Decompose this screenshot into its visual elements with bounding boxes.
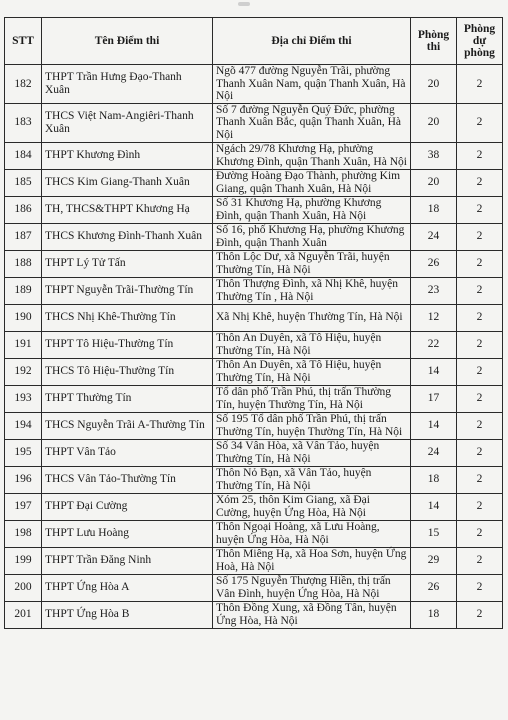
table-row (5, 493, 503, 520)
row-reserve-rooms: 2 (457, 331, 503, 358)
row-site-name: THPT Ứng Hòa B (42, 601, 213, 628)
row-site-address: Thôn An Duyên, xã Tô Hiệu, huyện Thường Tín, Hà Nội (213, 358, 411, 385)
row-reserve-rooms: 2 (457, 142, 503, 169)
row-exam-rooms: 26 (411, 250, 457, 277)
row-reserve-rooms: 2 (457, 277, 503, 304)
row-site-name: THPT Trần Hưng Đạo-Thanh Xuân (42, 65, 213, 104)
row-site-name: THCS Việt Nam-Angiêri-Thanh Xuân (42, 103, 213, 142)
row-stt: 196 (5, 466, 42, 493)
row-reserve-rooms: 2 (457, 493, 503, 520)
row-site-address: Thôn Đồng Xung, xã Đồng Tân, huyện Ứng Hòa, Hà Nội (213, 601, 411, 628)
row-exam-rooms: 18 (411, 196, 457, 223)
table-row (5, 65, 503, 104)
table-row (5, 574, 503, 601)
row-site-address: Đường Hoàng Đạo Thành, phường Kim Giang, quận Thanh Xuân, Hà Nội (213, 169, 411, 196)
row-exam-rooms: 12 (411, 304, 457, 331)
table-row (5, 223, 503, 250)
row-site-address: Số 195 Tổ dân phố Trần Phú, thị trấn Thường Tín, huyện Thường Tín, Hà Nội (213, 412, 411, 439)
row-exam-rooms: 15 (411, 520, 457, 547)
row-site-name: THCS Tô Hiệu-Thường Tín (42, 358, 213, 385)
row-site-address: Thôn Thượng Đình, xã Nhị Khê, huyện Thường Tín , Hà Nội (213, 277, 411, 304)
row-site-name: THPT Vân Tảo (42, 439, 213, 466)
row-exam-rooms: 38 (411, 142, 457, 169)
row-stt: 190 (5, 304, 42, 331)
row-reserve-rooms: 2 (457, 520, 503, 547)
row-site-name: THPT Ứng Hòa A (42, 574, 213, 601)
row-exam-rooms: 29 (411, 547, 457, 574)
row-exam-rooms: 26 (411, 574, 457, 601)
row-stt: 201 (5, 601, 42, 628)
table-row (5, 196, 503, 223)
row-site-address: Xóm 25, thôn Kim Giang, xã Đại Cường, huyện Ứng Hòa, Hà Nội (213, 493, 411, 520)
row-stt: 189 (5, 277, 42, 304)
row-stt: 195 (5, 439, 42, 466)
header-site-address: Địa chỉ Điểm thi (213, 18, 411, 65)
row-site-address: Xã Nhị Khê, huyện Thường Tín, Hà Nội (213, 304, 411, 331)
row-site-name: THCS Nguyễn Trãi A-Thường Tín (42, 412, 213, 439)
row-reserve-rooms: 2 (457, 358, 503, 385)
row-exam-rooms: 20 (411, 103, 457, 142)
row-site-name: THCS Nhị Khê-Thường Tín (42, 304, 213, 331)
header-site-name: Tên Điểm thi (42, 18, 213, 65)
row-site-address: Số 7 đường Nguyễn Quý Đức, phường Thanh Xuân Bắc, quận Thanh Xuân, Hà Nội (213, 103, 411, 142)
table-row (5, 466, 503, 493)
row-site-name: THPT Nguyễn Trãi-Thường Tín (42, 277, 213, 304)
row-exam-rooms: 24 (411, 223, 457, 250)
row-exam-rooms: 20 (411, 65, 457, 104)
row-stt: 198 (5, 520, 42, 547)
row-site-address: Số 31 Khương Hạ, phường Khương Đình, quận Thanh Xuân, Hà Nội (213, 196, 411, 223)
row-stt: 200 (5, 574, 42, 601)
row-exam-rooms: 23 (411, 277, 457, 304)
row-exam-rooms: 14 (411, 358, 457, 385)
row-reserve-rooms: 2 (457, 223, 503, 250)
row-reserve-rooms: 2 (457, 65, 503, 104)
header-stt: STT (5, 18, 42, 65)
table-row (5, 250, 503, 277)
row-reserve-rooms: 2 (457, 412, 503, 439)
table-row (5, 331, 503, 358)
row-stt: 194 (5, 412, 42, 439)
row-site-address: Tổ dân phố Trần Phú, thị trấn Thường Tín, huyện Thường Tín, Hà Nội (213, 385, 411, 412)
row-site-address: Số 34 Vân Hòa, xã Vân Tảo, huyện Thường Tín, Hà Nội (213, 439, 411, 466)
row-site-name: THCS Kim Giang-Thanh Xuân (42, 169, 213, 196)
row-site-address: Ngõ 477 đường Nguyễn Trãi, phường Thanh Xuân Nam, quận Thanh Xuân, Hà Nội (213, 65, 411, 104)
table-row (5, 412, 503, 439)
row-reserve-rooms: 2 (457, 439, 503, 466)
table-row (5, 103, 503, 142)
row-stt: 183 (5, 103, 42, 142)
row-site-address: Số 175 Nguyễn Thượng Hiền, thị trấn Vân Đình, huyện Ứng Hòa, Hà Nội (213, 574, 411, 601)
row-exam-rooms: 18 (411, 466, 457, 493)
row-stt: 187 (5, 223, 42, 250)
row-site-address: Số 16, phố Khương Hạ, phường Khương Đình, quận Thanh Xuân (213, 223, 411, 250)
row-stt: 185 (5, 169, 42, 196)
table-row (5, 520, 503, 547)
row-site-name: THPT Thường Tín (42, 385, 213, 412)
row-site-name: THPT Đại Cường (42, 493, 213, 520)
row-stt: 188 (5, 250, 42, 277)
row-reserve-rooms: 2 (457, 304, 503, 331)
row-site-address: Ngách 29/78 Khương Hạ, phường Khương Đình, quận Thanh Xuân, Hà Nội (213, 142, 411, 169)
row-site-address: Thôn Nỏ Bạn, xã Vân Tảo, huyện Thường Tín, Hà Nội (213, 466, 411, 493)
row-reserve-rooms: 2 (457, 466, 503, 493)
table-row (5, 439, 503, 466)
row-exam-rooms: 20 (411, 169, 457, 196)
row-site-name: THPT Lưu Hoàng (42, 520, 213, 547)
row-exam-rooms: 22 (411, 331, 457, 358)
table-row (5, 304, 503, 331)
row-reserve-rooms: 2 (457, 574, 503, 601)
row-site-name: THPT Lý Tử Tấn (42, 250, 213, 277)
row-site-name: TH, THCS&THPT Khương Hạ (42, 196, 213, 223)
header-exam-rooms: Phòng thi (411, 18, 457, 65)
row-stt: 184 (5, 142, 42, 169)
row-reserve-rooms: 2 (457, 250, 503, 277)
row-stt: 182 (5, 65, 42, 104)
row-reserve-rooms: 2 (457, 103, 503, 142)
table-row (5, 547, 503, 574)
row-reserve-rooms: 2 (457, 547, 503, 574)
row-reserve-rooms: 2 (457, 385, 503, 412)
table-row (5, 169, 503, 196)
row-stt: 197 (5, 493, 42, 520)
table-body (5, 65, 503, 629)
row-stt: 191 (5, 331, 42, 358)
row-exam-rooms: 17 (411, 385, 457, 412)
row-site-address: Thôn An Duyên, xã Tô Hiệu, huyện Thường Tín, Hà Nội (213, 331, 411, 358)
row-exam-rooms: 14 (411, 412, 457, 439)
row-stt: 199 (5, 547, 42, 574)
page-top-mark (238, 2, 250, 6)
row-site-address: Thôn Ngoại Hoàng, xã Lưu Hoàng, huyện Ứng Hòa, Hà Nội (213, 520, 411, 547)
row-site-name: THCS Vân Tảo-Thường Tín (42, 466, 213, 493)
exam-sites-table (4, 17, 503, 629)
row-exam-rooms: 14 (411, 493, 457, 520)
row-reserve-rooms: 2 (457, 601, 503, 628)
header-reserve-rooms: Phòng dự phòng (457, 18, 503, 65)
row-reserve-rooms: 2 (457, 169, 503, 196)
row-site-name: THPT Khương Đình (42, 142, 213, 169)
table-row (5, 142, 503, 169)
row-site-address: Thôn Lộc Dư, xã Nguyễn Trãi, huyện Thường Tín, Hà Nội (213, 250, 411, 277)
row-site-address: Thôn Miêng Hạ, xã Hoa Sơn, huyện Ứng Hoà, Hà Nội (213, 547, 411, 574)
row-site-name: THPT Trần Đăng Ninh (42, 547, 213, 574)
row-exam-rooms: 24 (411, 439, 457, 466)
row-stt: 186 (5, 196, 42, 223)
row-stt: 193 (5, 385, 42, 412)
row-site-name: THCS Khương Đình-Thanh Xuân (42, 223, 213, 250)
table-row (5, 385, 503, 412)
table-row (5, 601, 503, 628)
table-row (5, 358, 503, 385)
table-header-row (5, 18, 503, 65)
row-reserve-rooms: 2 (457, 196, 503, 223)
row-exam-rooms: 18 (411, 601, 457, 628)
table-row (5, 277, 503, 304)
row-site-name: THPT Tô Hiệu-Thường Tín (42, 331, 213, 358)
row-stt: 192 (5, 358, 42, 385)
